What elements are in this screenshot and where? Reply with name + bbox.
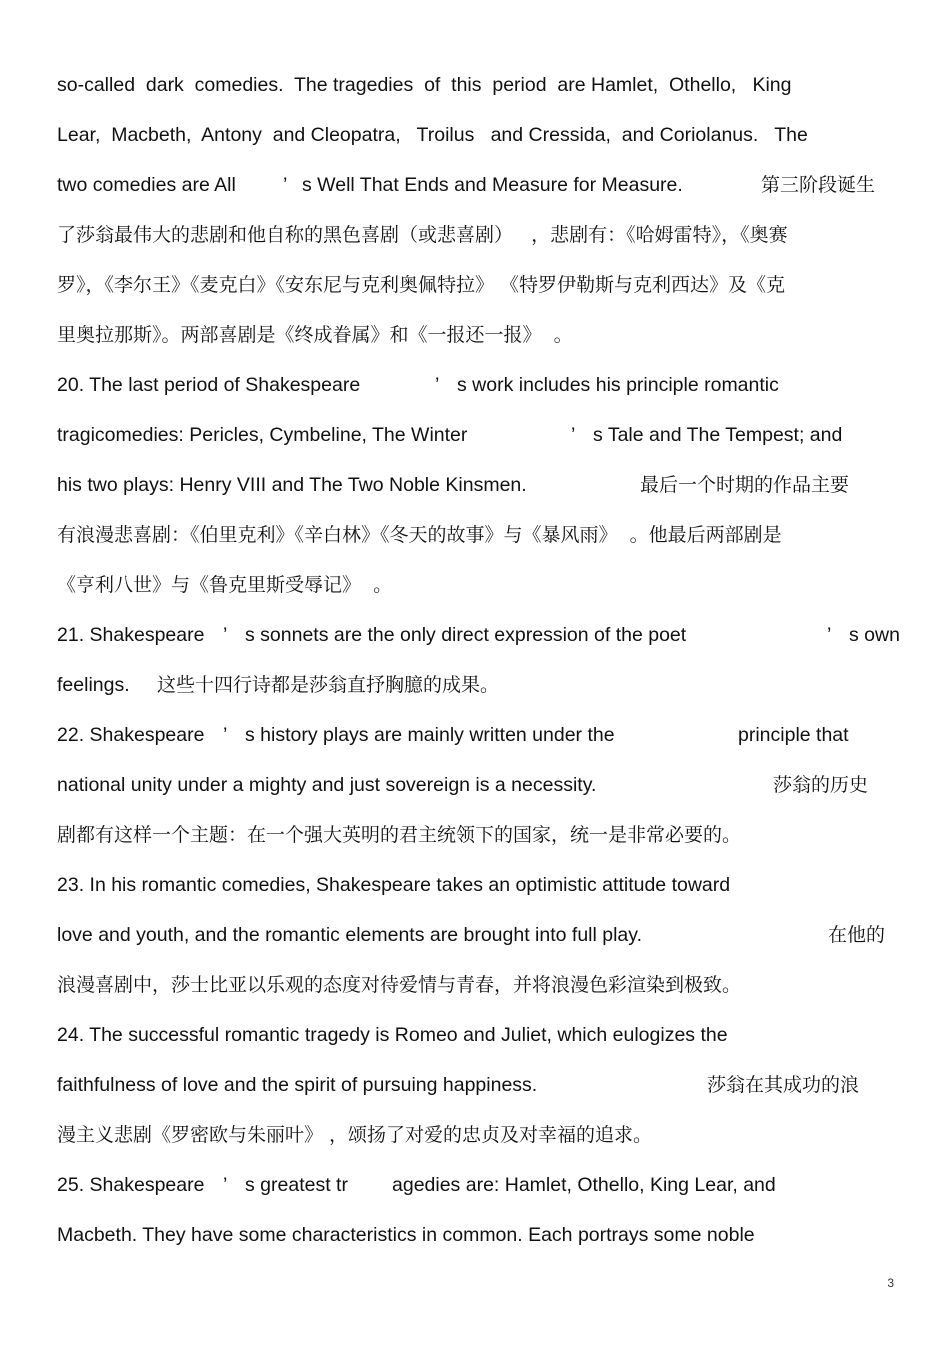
- apostrophe: ’: [223, 724, 228, 746]
- chinese-segment: 莎翁的历史: [773, 774, 869, 796]
- chinese-segment: 剧都有这样一个主题：在一个强大英明的君主统领下的国家，统一是非常必要的。: [57, 824, 742, 846]
- text-segment: s Well That Ends and Measure for Measure.: [302, 174, 683, 196]
- chinese-segment: 莎翁在其成功的浪: [707, 1074, 860, 1096]
- text-segment: two comedies are All: [57, 174, 236, 196]
- text-segment: feelings.: [57, 674, 130, 696]
- text-segment: 25. Shakespeare: [57, 1174, 205, 1196]
- chinese-segment: 最后一个时期的作品主要: [640, 474, 850, 496]
- chinese-segment: 有浪漫悲喜剧：《伯里克利》《辛白林》《冬天的故事》与《暴风雨》 。他最后两部剧是: [57, 524, 782, 546]
- apostrophe: ’: [827, 624, 832, 646]
- chinese-segment: 在他的: [828, 924, 886, 946]
- text-segment: s history plays are mainly written under the: [245, 724, 615, 746]
- text-segment: 20. The last period of Shakespeare: [57, 374, 361, 396]
- chinese-segment: 第三阶段诞生: [761, 174, 876, 196]
- text-segment: 24. The successful romantic tragedy is Romeo and Juliet, which eulogizes the: [57, 1024, 728, 1046]
- text-segment: love and youth, and the romantic elements are brought into full play.: [57, 924, 642, 946]
- text-segment: 21. Shakespeare: [57, 624, 205, 646]
- chinese-segment: 《亨利八世》与《鲁克里斯受辱记》 。: [57, 574, 393, 596]
- text-segment: his two plays: Henry VIII and The Two Noble Kinsmen.: [57, 474, 527, 496]
- chinese-segment: 里奥拉那斯》。两部喜剧是《终成眷属》和《一报还一报》 。: [57, 324, 573, 346]
- text-segment: so-called dark comedies. The tragedies of this period are Hamlet, Othello, King: [57, 74, 792, 96]
- text-segment: faithfulness of love and the spirit of pursuing happiness.: [57, 1074, 538, 1096]
- text-segment: s own: [849, 624, 900, 646]
- text-segment: s greatest tr: [245, 1174, 348, 1196]
- apostrophe: ’: [435, 374, 440, 396]
- chinese-segment: 浪漫喜剧中，莎士比亚以乐观的态度对待爱情与青春，并将浪漫色彩渲染到极致。: [57, 974, 742, 996]
- text-segment: tragicomedies: Pericles, Cymbeline, The Winter: [57, 424, 468, 446]
- apostrophe: ’: [571, 424, 576, 446]
- text-segment: s Tale and The Tempest; and: [593, 424, 843, 446]
- text-segment: Lear, Macbeth, Antony and Cleopatra, Troilus and Cressida, and Coriolanus. The: [57, 124, 808, 146]
- apostrophe: ’: [283, 174, 288, 196]
- text-segment: principle that: [738, 724, 849, 746]
- apostrophe: ’: [223, 1174, 228, 1196]
- text-segment: s sonnets are the only direct expression of the poet: [245, 624, 687, 646]
- text-segment: agedies are: Hamlet, Othello, King Lear, and: [392, 1174, 776, 1196]
- chinese-segment: 漫主义悲剧《罗密欧与朱丽叶》 ，颂扬了对爱的忠贞及对幸福的追求。: [57, 1124, 653, 1146]
- text-segment: 22. Shakespeare: [57, 724, 205, 746]
- text-segment: 23. In his romantic comedies, Shakespeare takes an optimistic attitude toward: [57, 874, 731, 896]
- text-segment: s work includes his principle romantic: [457, 374, 779, 396]
- page-number: 3: [887, 1276, 894, 1290]
- chinese-segment: 罗》，《李尔王》《麦克白》《安东尼与克利奥佩特拉》 《特罗伊勒斯与克利西达》及《克: [57, 274, 786, 296]
- text-segment: national unity under a mighty and just sovereign is a necessity.: [57, 774, 597, 796]
- apostrophe: ’: [223, 624, 228, 646]
- chinese-segment: 了莎翁最伟大的悲剧和他自称的黑色喜剧（或悲喜剧） ，悲剧有：《哈姆雷特》，《奥赛: [57, 224, 788, 246]
- chinese-segment: 这些十四行诗都是莎翁直抒胸臆的成果。: [157, 674, 500, 696]
- text-segment: Macbeth. They have some characteristics in common. Each portrays some noble: [57, 1224, 755, 1246]
- text-line: [57, 1222, 755, 1300]
